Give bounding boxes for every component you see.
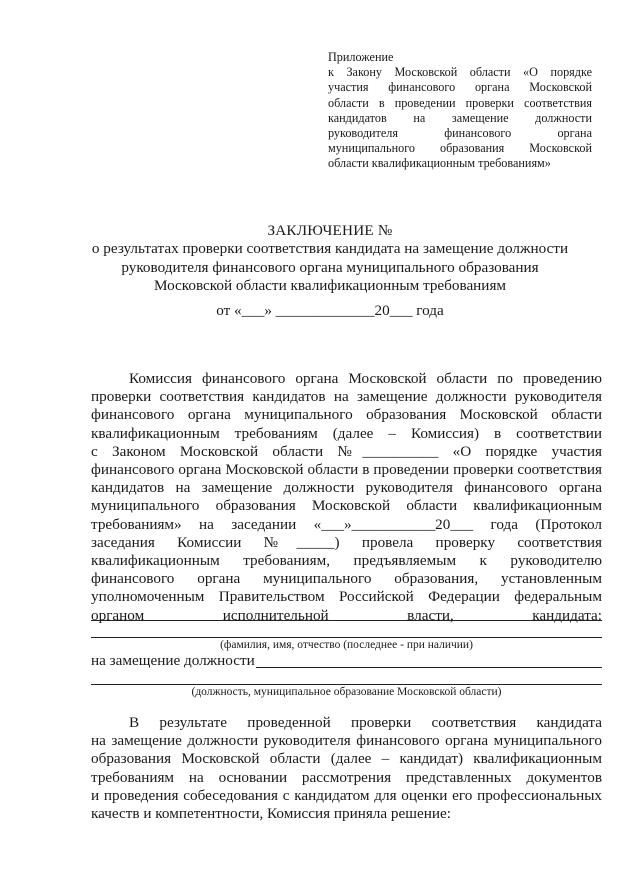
paragraph-decision bbox=[91, 714, 602, 823]
title-subline: Московской области квалификационным требованиям bbox=[153, 276, 507, 294]
paragraph-line: требованиям» на заседании «___»___________20___ года (Протокол bbox=[91, 515, 602, 533]
paragraph-line: качеств и компетентности, Комиссия приняла решение: bbox=[91, 805, 451, 823]
appendix-note bbox=[328, 50, 592, 172]
fio-blank-line bbox=[91, 620, 602, 621]
paragraph-line: органом исполнительной власти, кандидата: bbox=[91, 606, 602, 624]
position-label: на замещение должности bbox=[91, 652, 255, 669]
appendix-line: кандидатов на замещение должности bbox=[328, 110, 592, 125]
appendix-text bbox=[328, 65, 592, 171]
position-blank-line bbox=[256, 667, 602, 668]
document-title bbox=[60, 222, 600, 295]
paragraph-commission bbox=[91, 370, 602, 625]
paragraph-line: Комиссия финансового органа Московской области по проведению bbox=[129, 370, 602, 387]
paragraph-line: проверки соответствия кандидатов на замещение должности руководителя bbox=[91, 388, 602, 406]
paragraph-line: требованиям на основании рассмотрения представленных документов bbox=[91, 768, 602, 786]
position-blank-line bbox=[91, 684, 602, 685]
title-heading: ЗАКЛЮЧЕНИЕ № bbox=[267, 222, 393, 239]
paragraph-line: финансового органа Московской области в проведении проверки соответствия bbox=[91, 461, 602, 479]
paragraph-line: с Законом Московской области №__________ «О порядке участия bbox=[91, 442, 602, 460]
paragraph-line: уполномоченным Правительством Российской Федерации федеральным bbox=[91, 588, 602, 606]
fio-blank-line bbox=[91, 637, 602, 638]
paragraph-line: образования Московской области (далее – кандидат) квалификационным bbox=[91, 750, 602, 768]
fio-caption: (фамилия, имя, отчество (последнее - при наличии) bbox=[220, 639, 473, 651]
paragraph-line: финансового органа муниципального образования Московской области bbox=[91, 406, 602, 424]
paragraph-line: квалификационным требованиям, предъявляемым к руководителю bbox=[91, 552, 602, 570]
title-subline: руководителя финансового органа муниципального образования bbox=[121, 258, 539, 276]
appendix-line: участия финансового органа Московской bbox=[328, 80, 592, 95]
position-caption: (должность, муниципальное образование Московской области) bbox=[191, 686, 502, 698]
appendix-line: муниципального образования Московской bbox=[328, 141, 592, 156]
paragraph-line: кандидатов на замещение должности руководителя финансового органа bbox=[91, 479, 602, 497]
document-date-line: от «___» _____________20___ года bbox=[216, 302, 444, 319]
paragraph-line: на замещение должности руководителя финансового органа муниципального bbox=[91, 732, 602, 750]
paragraph-line: муниципального образования Московской области квалификационным bbox=[91, 497, 602, 515]
appendix-line: к Закону Московской области «О порядке bbox=[328, 65, 592, 80]
paragraph-line: квалификационным требованиям (далее – Комиссия) в соответствии bbox=[91, 424, 602, 442]
appendix-heading: Приложение bbox=[328, 50, 394, 64]
paragraph-line: В результате проведенной проверки соответствия кандидата bbox=[129, 714, 602, 731]
appendix-line: руководителя финансового органа bbox=[328, 126, 592, 141]
title-subline: о результатах проверки соответствия кандидата на замещение должности bbox=[91, 240, 569, 258]
appendix-line: области в проведении проверки соответствия bbox=[328, 95, 592, 110]
appendix-line: области квалификационным требованиям» bbox=[328, 156, 551, 171]
paragraph-line: финансового органа муниципального образования, установленным bbox=[91, 570, 602, 588]
paragraph-line: и проведения собеседования с кандидатом для оценки его профессиональных bbox=[91, 786, 602, 804]
paragraph-line: заседания Комиссии №_____) провела проверку соответствия bbox=[91, 533, 602, 551]
